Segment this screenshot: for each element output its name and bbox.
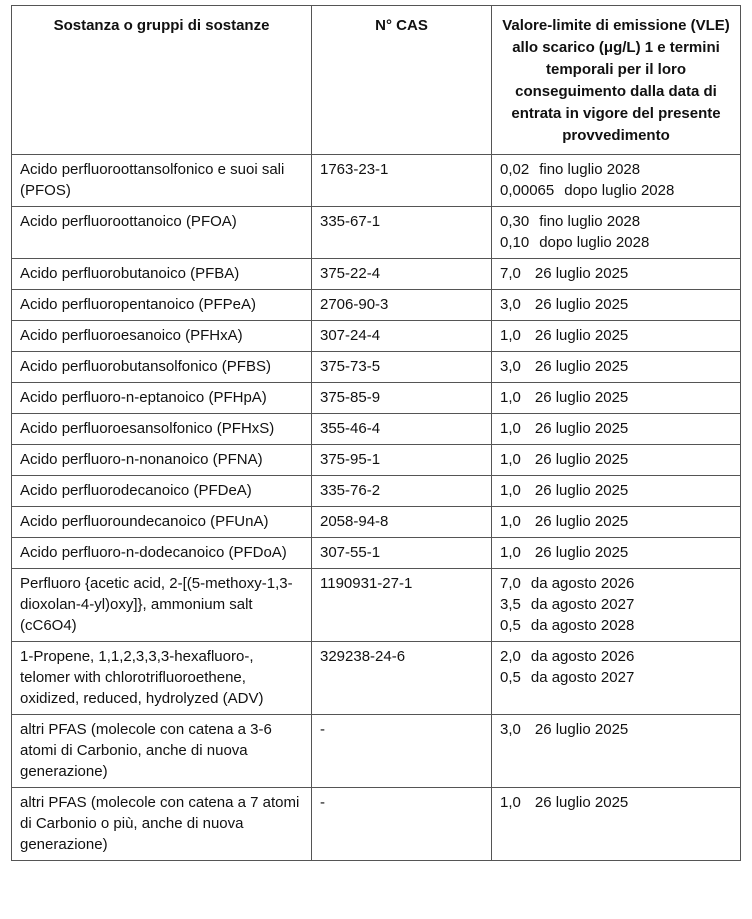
limit-line — [500, 387, 732, 408]
limit-cell — [492, 259, 741, 290]
limit-value: 1,0 — [500, 420, 521, 437]
table-row — [12, 414, 741, 445]
limit-cell — [492, 207, 741, 259]
substance-cell: Acido perfluoroottanoico (PFOA) — [12, 207, 312, 259]
limit-term: 26 luglio 2025 — [534, 265, 629, 282]
cas-cell: 355-46-4 — [312, 414, 492, 445]
table-row — [12, 507, 741, 538]
limit-cell — [492, 476, 741, 507]
limit-line — [500, 573, 732, 594]
substance-cell: Acido perfluoropentanoico (PFPeA) — [12, 290, 312, 321]
substance-cell: Acido perfluoroundecanoico (PFUnA) — [12, 507, 312, 538]
table-row — [12, 259, 741, 290]
cas-cell: 307-55-1 — [312, 538, 492, 569]
limit-value: 7,0 — [500, 265, 521, 282]
limit-line — [500, 667, 732, 688]
limit-line — [500, 594, 732, 615]
limit-term: da agosto 2026 — [530, 575, 635, 592]
cas-cell: 2058-94-8 — [312, 507, 492, 538]
substance-cell: Acido perfluoro-n-dodecanoico (PFDoA) — [12, 538, 312, 569]
table-row — [12, 290, 741, 321]
substance-cell: 1-Propene, 1,1,2,3,3,3-hexafluoro-, telomer with chlorotrifluoroethene, oxidized, reduced, hydrolyzed (ADV) — [12, 642, 312, 715]
table-row — [12, 538, 741, 569]
limit-line — [500, 159, 732, 180]
limit-value: 0,10 — [500, 234, 530, 251]
limit-line — [500, 480, 732, 501]
limit-cell — [492, 788, 741, 861]
substance-cell: Acido perfluoro-n-eptanoico (PFHpA) — [12, 383, 312, 414]
substance-cell: altri PFAS (molecole con catena a 3-6 atomi di Carbonio, anche di nuova generazione) — [12, 715, 312, 788]
table-row — [12, 207, 741, 259]
limit-cell — [492, 538, 741, 569]
limit-term: da agosto 2026 — [530, 648, 635, 665]
limit-term: da agosto 2027 — [530, 596, 635, 613]
header-substance: Sostanza o gruppi di sostanze — [12, 6, 312, 155]
cas-cell: 1190931-27-1 — [312, 569, 492, 642]
limit-value: 1,0 — [500, 389, 521, 406]
limit-value: 0,00065 — [500, 182, 555, 199]
limit-line — [500, 211, 732, 232]
limit-line — [500, 542, 732, 563]
limit-line — [500, 263, 732, 284]
limit-value: 1,0 — [500, 327, 521, 344]
table-row — [12, 788, 741, 861]
limit-value: 3,5 — [500, 596, 521, 613]
table-row — [12, 642, 741, 715]
table-row — [12, 715, 741, 788]
limit-term: dopo luglio 2028 — [539, 234, 650, 251]
limit-value: 0,02 — [500, 161, 530, 178]
substance-cell: Acido perfluoroesanoico (PFHxA) — [12, 321, 312, 352]
limit-line — [500, 356, 732, 377]
limit-value: 7,0 — [500, 575, 521, 592]
limit-line — [500, 418, 732, 439]
cas-cell: 1763-23-1 — [312, 155, 492, 207]
limit-value: 3,0 — [500, 358, 521, 375]
limit-cell — [492, 321, 741, 352]
limit-cell — [492, 715, 741, 788]
limit-line — [500, 792, 732, 813]
header-cas: N° CAS — [312, 6, 492, 155]
limit-term: dopo luglio 2028 — [564, 182, 675, 199]
substance-cell: altri PFAS (molecole con catena a 7 atomi di Carbonio o più, anche di nuova generazione) — [12, 788, 312, 861]
limit-value: 3,0 — [500, 721, 521, 738]
limit-cell — [492, 507, 741, 538]
cas-cell: 375-22-4 — [312, 259, 492, 290]
limit-cell — [492, 155, 741, 207]
limit-term: 26 luglio 2025 — [534, 482, 629, 499]
limit-line — [500, 180, 732, 201]
cas-cell: 375-85-9 — [312, 383, 492, 414]
table-row — [12, 569, 741, 642]
substance-cell: Acido perfluoro-n-nonanoico (PFNA) — [12, 445, 312, 476]
cas-cell: 307-24-4 — [312, 321, 492, 352]
limit-term: fino luglio 2028 — [539, 161, 641, 178]
cas-cell: 329238-24-6 — [312, 642, 492, 715]
limit-cell — [492, 569, 741, 642]
limit-line — [500, 449, 732, 470]
limit-cell — [492, 352, 741, 383]
limit-value: 1,0 — [500, 513, 521, 530]
limit-term: 26 luglio 2025 — [534, 544, 629, 561]
limit-value: 0,5 — [500, 669, 521, 686]
table-header-row — [12, 6, 741, 155]
limit-value: 1,0 — [500, 482, 521, 499]
substance-cell: Acido perfluoroesansolfonico (PFHxS) — [12, 414, 312, 445]
limit-term: 26 luglio 2025 — [534, 451, 629, 468]
pfas-limits-table — [11, 5, 741, 861]
table-body — [12, 155, 741, 861]
limit-term: 26 luglio 2025 — [534, 296, 629, 313]
cas-cell: 335-76-2 — [312, 476, 492, 507]
limit-line — [500, 719, 732, 740]
cas-cell: - — [312, 788, 492, 861]
table-row — [12, 155, 741, 207]
limit-value: 2,0 — [500, 648, 521, 665]
table-row — [12, 445, 741, 476]
limit-value: 1,0 — [500, 451, 521, 468]
cas-cell: 375-73-5 — [312, 352, 492, 383]
substance-cell: Perfluoro {acetic acid, 2-[(5-methoxy-1,3-dioxolan-4-yl)oxy]}, ammonium salt (cC6O4) — [12, 569, 312, 642]
limit-term: 26 luglio 2025 — [534, 513, 629, 530]
limit-term: 26 luglio 2025 — [534, 794, 629, 811]
limit-value: 0,5 — [500, 617, 521, 634]
substance-cell: Acido perfluorodecanoico (PFDeA) — [12, 476, 312, 507]
limit-term: 26 luglio 2025 — [534, 358, 629, 375]
limit-line — [500, 232, 732, 253]
document-page — [11, 5, 741, 861]
limit-line — [500, 294, 732, 315]
limit-term: 26 luglio 2025 — [534, 327, 629, 344]
cas-cell: 335-67-1 — [312, 207, 492, 259]
limit-term: 26 luglio 2025 — [534, 389, 629, 406]
header-limit: Valore-limite di emissione (VLE) allo scarico (μg/L) 1 e termini temporali per il loro conseguimento dalla data di entrata in vigore del presente provvedimento — [492, 6, 741, 155]
limit-value: 0,30 — [500, 213, 530, 230]
limit-line — [500, 646, 732, 667]
limit-term: da agosto 2028 — [530, 617, 635, 634]
limit-cell — [492, 445, 741, 476]
limit-line — [500, 511, 732, 532]
limit-term: da agosto 2027 — [530, 669, 635, 686]
limit-value: 1,0 — [500, 794, 521, 811]
cas-cell: - — [312, 715, 492, 788]
substance-cell: Acido perfluorobutanoico (PFBA) — [12, 259, 312, 290]
substance-cell: Acido perfluorobutansolfonico (PFBS) — [12, 352, 312, 383]
table-row — [12, 476, 741, 507]
limit-cell — [492, 414, 741, 445]
limit-cell — [492, 383, 741, 414]
substance-cell: Acido perfluoroottansolfonico e suoi sali (PFOS) — [12, 155, 312, 207]
cas-cell: 375-95-1 — [312, 445, 492, 476]
limit-term: 26 luglio 2025 — [534, 420, 629, 437]
table-row — [12, 352, 741, 383]
limit-line — [500, 325, 732, 346]
limit-cell — [492, 642, 741, 715]
limit-line — [500, 615, 732, 636]
cas-cell: 2706-90-3 — [312, 290, 492, 321]
limit-cell — [492, 290, 741, 321]
limit-value: 1,0 — [500, 544, 521, 561]
limit-term: fino luglio 2028 — [539, 213, 641, 230]
limit-value: 3,0 — [500, 296, 521, 313]
table-row — [12, 321, 741, 352]
limit-term: 26 luglio 2025 — [534, 721, 629, 738]
table-row — [12, 383, 741, 414]
